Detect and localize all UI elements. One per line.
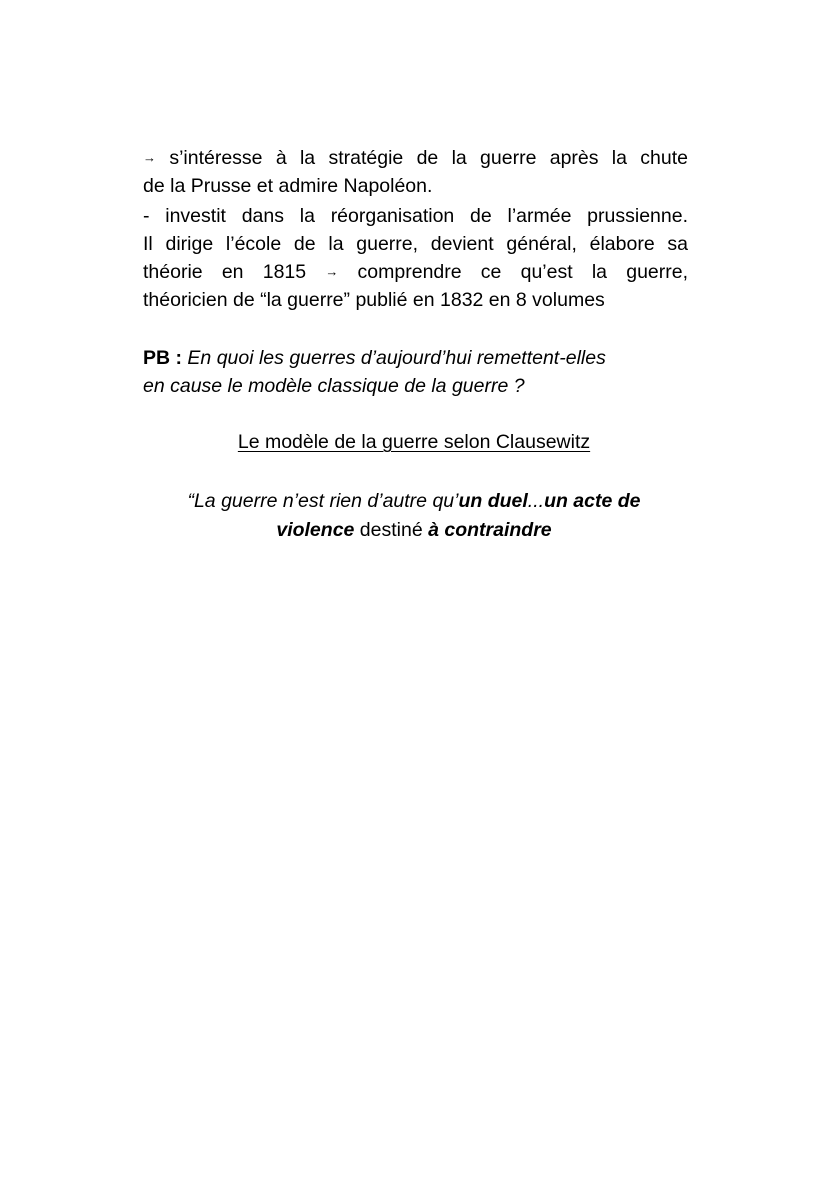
problematique-line-2: en cause le modèle classique de la guerre ? [143,375,525,397]
quote-text: destiné [354,519,429,541]
arrow-right-icon: → [325,263,339,279]
quote-line-1 [0,486,828,516]
problematique-line-1 [143,344,688,372]
paragraph-text: s’intéresse à la stratégie de la guerre après la chute [169,147,688,169]
paragraph-line-1 [143,144,688,173]
paragraph-line-2: de la Prusse et admire Napoléon. [143,175,433,197]
paragraph-line-4: Il dirige l’école de la guerre, devient général, élabore sa [143,233,688,255]
quote-ellipsis: ... [527,490,545,512]
quote-emphasis: à contraindre [428,519,552,541]
quote-line-2 [0,515,828,545]
quote-emphasis: violence [276,519,355,541]
arrow-right-icon: → [143,149,156,165]
paragraph-line-3: - investit dans la réorganisation de l’armée prussienne. [143,205,688,227]
paragraph-line-6: théoricien de “la guerre” publié en 1832 en 8 volumes [143,289,605,311]
section-heading: Le modèle de la guerre selon Clausewitz [237,431,591,453]
quote-emphasis: un acte de [544,490,641,512]
paragraph-text: théorie en 1815 [143,261,307,283]
paragraph-line-5 [143,258,688,287]
quote-emphasis: un duel [458,490,528,512]
paragraph-text: comprendre ce qu’est la guerre, [357,261,689,283]
quote-text: “La guerre n’est rien d’autre qu’ [187,490,459,512]
problematique-text: En quoi les guerres d’aujourd’hui remettent-elles [187,347,606,369]
problematique-label: PB : [143,347,182,369]
